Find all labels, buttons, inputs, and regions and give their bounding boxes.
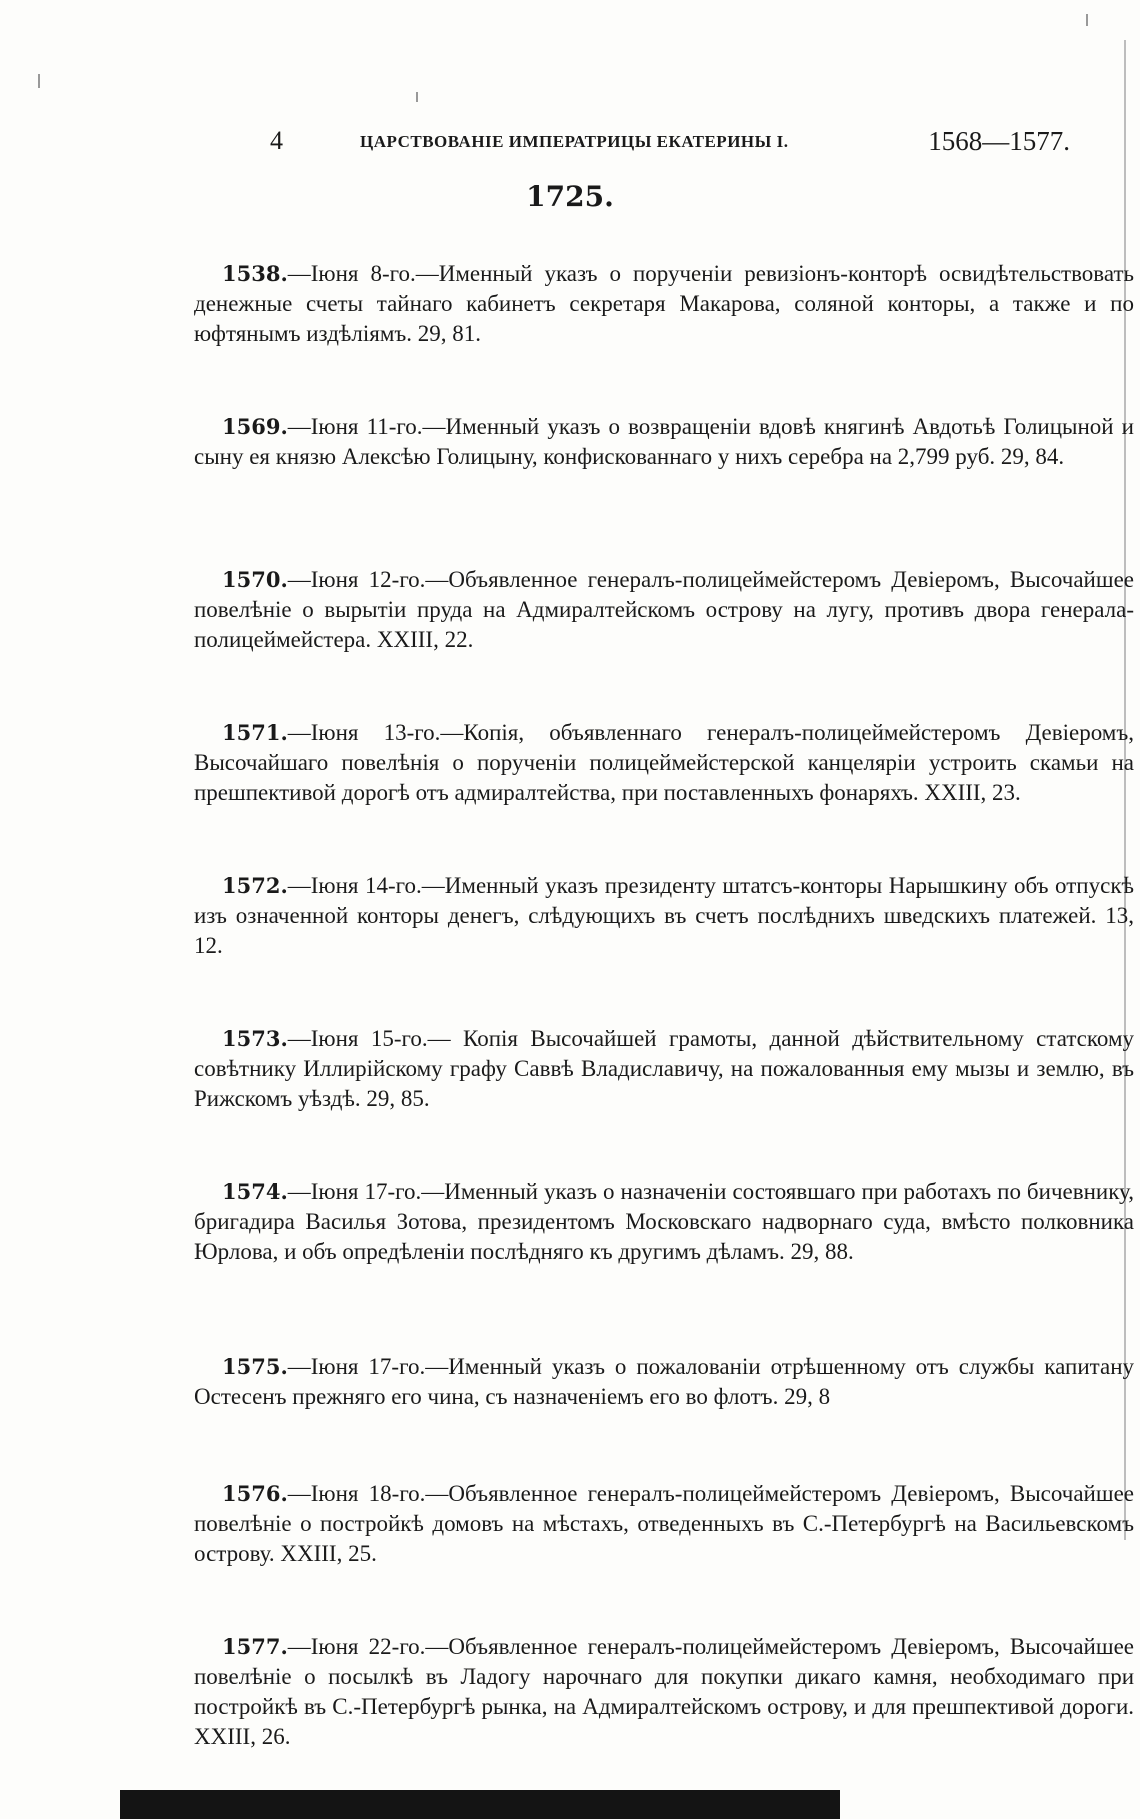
entry-text: —Іюня 14-го.—Именный указъ президенту штатсъ-конторы Нарышкину объ отпускѣ изъ означенной конторы денегъ, слѣдующихъ въ счетъ послѣднихъ шведскихъ платежей. 13, 12. <box>194 873 1134 958</box>
scan-speck <box>416 92 418 102</box>
entry <box>194 718 1134 848</box>
scan-speck <box>38 74 40 88</box>
entry <box>194 259 1134 389</box>
entry-text: —Іюня 18-го.—Объявленное генералъ-полицеймейстеромъ Девіеромъ, Высочайшее повелѣніе о постройкѣ домовъ на мѣстахъ, отведенныхъ въ С.-Петербургѣ на Васильевскомъ острову. XXIII, 25. <box>194 1481 1134 1566</box>
running-title: ЦАРСТВОВАНІЕ ИМПЕРАТРИЦЫ ЕКАТЕРИНЫ I. <box>360 132 789 151</box>
entry-number: 1569. <box>222 414 288 439</box>
entries-list <box>194 236 1134 1792</box>
entry-number: 1572. <box>222 873 288 898</box>
entry-text: —Іюня 13-го.—Копія, объявленнаго генералъ-полицеймейстеромъ Девіеромъ, Высочайшаго повелѣнія о порученіи полицеймейстерской канцеляріи устроить скамьи на прешпективой дорогѣ отъ адмиралтейства, при поставленныхъ фонаряхъ. XXIII, 23. <box>194 720 1134 805</box>
entry-text: —Іюня 12-го.—Объявленное генералъ-полицеймейстеромъ Девіеромъ, Высочайшее повелѣніе о вырытіи пруда на Адмиралтейскомъ острову на лугу, противъ двора генерала-полицеймейстера. XXIII, 22. <box>194 567 1134 652</box>
entry-number: 1575. <box>222 1354 288 1379</box>
entry-text: —Іюня 17-го.—Именный указъ о пожалованіи отрѣшенному отъ службы капитану Остесенъ прежняго его чина, съ назначеніемъ его во флотъ. 29, 8 <box>194 1354 1134 1409</box>
entry <box>194 1177 1134 1329</box>
entry <box>194 412 1134 542</box>
entry <box>194 1352 1134 1456</box>
entry <box>194 1024 1134 1154</box>
entry-text: —Іюня 8-го.—Именный указъ о порученіи ревизіонъ-конторѣ освидѣтельствовать денежные счеты тайнаго кабинетъ секретаря Макарова, соляной конторы, а также и по юфтянымъ издѣліямъ. 29, 81. <box>194 261 1134 346</box>
scan-bottom-shadow <box>120 1790 840 1819</box>
entry-number: 1574. <box>222 1179 288 1204</box>
entry-number: 1573. <box>222 1026 288 1051</box>
entry-text: —Іюня 15-го.— Копія Высочайшей грамоты, данной дѣйствительному статскому совѣтнику Иллирійскому графу Саввѣ Владиславичу, на пожалованныя ему мызы и землю, въ Рижскомъ уѣздѣ. 29, 85. <box>194 1026 1134 1111</box>
entry <box>194 1632 1134 1792</box>
entry <box>194 1479 1134 1609</box>
entry <box>194 871 1134 1001</box>
entry-number: 1538. <box>222 261 288 286</box>
entry-number: 1571. <box>222 720 288 745</box>
entry-number: 1570. <box>222 567 288 592</box>
entry-range: 1568—1577. <box>928 126 1070 156</box>
entry-text: —Іюня 11-го.—Именный указъ о возвращеніи вдовѣ княгинѣ Авдотьѣ Голицыной и сыну ея князю Алексѣю Голицыну, конфискованнаго у нихъ серебра на 2,799 руб. 29, 84. <box>194 414 1134 469</box>
year-heading: 1725. <box>526 180 614 213</box>
entry-number: 1577. <box>222 1634 288 1659</box>
entry-text: —Іюня 22-го.—Объявленное генералъ-полицеймейстеромъ Девіеромъ, Высочайшее повелѣніе о посылкѣ въ Ладогу нарочнаго для покупки дикаго камня, необходимаго при постройкѣ въ С.-Петербургѣ рынка, на Адмиралтейскомъ острову, и для прешпективой дороги. XXIII, 26. <box>194 1634 1134 1749</box>
entry <box>194 565 1134 695</box>
running-header <box>270 126 1070 166</box>
entry-text: —Іюня 17-го.—Именный указъ о назначеніи состоявшаго при работахъ по бичевнику, бригадира Василья Зотова, президентомъ Московскаго надворнаго суда, вмѣсто полковника Юрлова, и объ опредѣленіи послѣдняго къ другимъ дѣламъ. 29, 88. <box>194 1179 1134 1264</box>
entry-number: 1576. <box>222 1481 288 1506</box>
scan-speck <box>1086 14 1088 26</box>
page-number: 4 <box>270 126 283 155</box>
